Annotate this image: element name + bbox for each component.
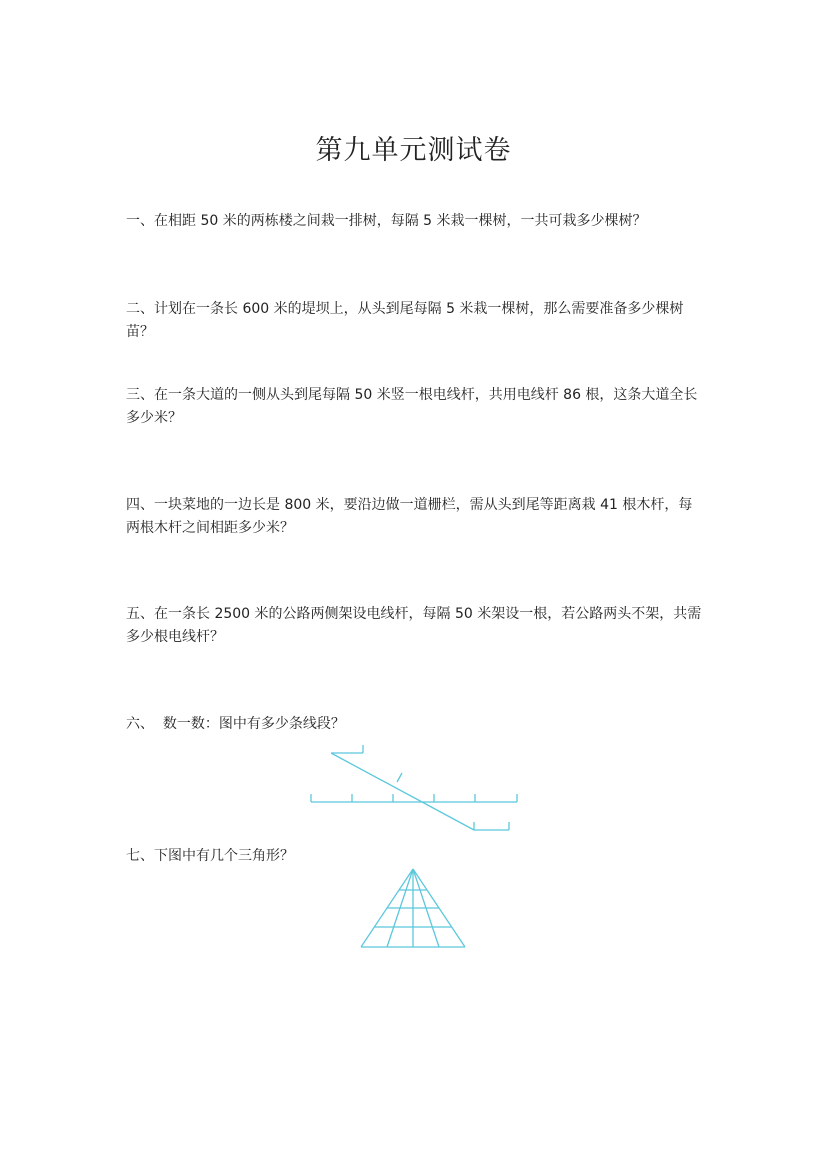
question-number: 五、 — [126, 606, 154, 622]
triangle-count-figure — [361, 869, 465, 947]
question-text: 下图中有几个三角形？ — [154, 848, 294, 864]
question-number: 一、 — [126, 213, 154, 229]
question-text: 数一数：图中有多少条线段？ — [154, 716, 345, 732]
question-number: 七、 — [126, 848, 154, 864]
question-number: 三、 — [126, 387, 154, 403]
question-text: 在相距 50 米的两栋楼之间栽一排树，每隔 5 米栽一棵树，一共可栽多少棵树？ — [154, 213, 647, 229]
page-title: 第九单元测试卷 — [315, 135, 512, 166]
question-text: 一块菜地的一边长是 800 米，要沿边做一道栅栏，需从头到尾等距离栽 41 根木杆，每两根木杆之间相距多少米？ — [126, 497, 693, 536]
question-text: 在一条长 2500 米的公路两侧架设电线杆，每隔 50 米架设一根，若公路两头不架，共需多少根电线杆？ — [126, 606, 702, 645]
question-number: 六、 — [126, 716, 154, 732]
diagonal-line — [331, 753, 474, 830]
question-number: 四、 — [126, 497, 154, 513]
question-text: 在一条大道的一侧从头到尾每隔 50 米竖一根电线杆，共用电线杆 86 根，这条大道全长多少米？ — [126, 387, 698, 426]
question-text: 计划在一条长 600 米的堤坝上，从头到尾每隔 5 米栽一棵树，那么需要准备多少棵树苗？ — [126, 301, 684, 340]
question-number: 二、 — [126, 301, 154, 317]
segment-count-figure — [311, 745, 517, 830]
diagonal-tick — [397, 773, 402, 782]
